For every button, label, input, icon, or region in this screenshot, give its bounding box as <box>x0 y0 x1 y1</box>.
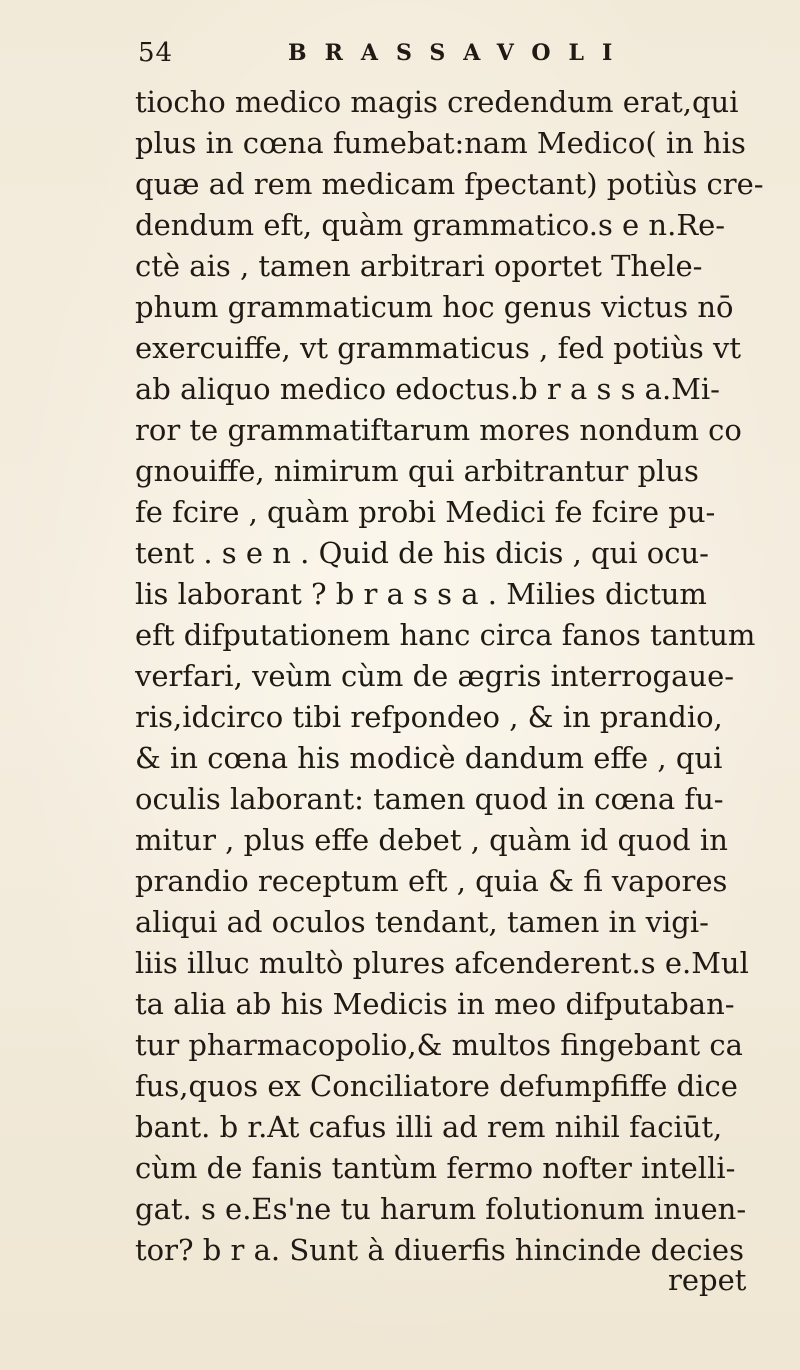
text-line: tiocho medico magis credendum erat,qui <box>135 85 739 119</box>
text-line: fe fcire , quàm probi Medici fe fcire pu- <box>135 495 716 529</box>
text-line: verfari, veùm cùm de ægris interrogaue- <box>135 659 735 693</box>
body-text <box>135 82 783 1271</box>
text-line: mitur , plus effe debet , quàm id quod in <box>135 823 728 857</box>
text-line: tur pharmacopolio,& multos fingebant ca <box>135 1028 743 1062</box>
text-line: lis laborant ? b r a s s a . Milies dictum <box>135 577 707 611</box>
text-line: bant. b r.At cafus illi ad rem nihil faciūt, <box>135 1110 723 1144</box>
text-line: phum grammaticum hoc genus victus nō <box>135 290 734 324</box>
text-line: ris,idcirco tibi refpondeo , & in prandio, <box>135 700 723 734</box>
text-line: tent . s e n . Quid de his dicis , qui ocu- <box>135 536 709 570</box>
text-line: & in cœna his modicè dandum effe , qui <box>135 741 723 775</box>
text-line: cùm de fanis tantùm fermo nofter intelli- <box>135 1151 736 1185</box>
text-line: gat. s e.Es'ne tu harum folutionum inuen- <box>135 1192 747 1226</box>
text-line: fus,quos ex Conciliatore defumpfiffe dice <box>135 1069 738 1103</box>
text-line: ror te grammatiftarum mores nondum co <box>135 413 742 447</box>
text-line: plus in cœna fumebat:nam Medico( in his <box>135 126 746 160</box>
page-number: 54 <box>138 38 174 68</box>
text-line: ab aliquo medico edoctus.b r a s s a.Mi- <box>135 372 720 406</box>
text-line: prandio receptum eft , quia & fi vapores <box>135 864 728 898</box>
running-head: BRASSAVOLI <box>288 40 631 66</box>
text-line: dendum eft, quàm grammatico.s e n.Re- <box>135 208 726 242</box>
text-line: eft difputationem hanc circa fanos tantum <box>135 618 756 652</box>
text-line: ta alia ab his Medicis in meo difputaban- <box>135 987 735 1021</box>
text-line: tor? b r a. Sunt à diuerfis hincinde decies <box>135 1233 744 1267</box>
text-line: gnouiffe, nimirum qui arbitrantur plus <box>135 454 699 488</box>
catchword: repet <box>668 1263 747 1297</box>
text-line: exercuiffe, vt grammaticus , fed potiùs vt <box>135 331 742 365</box>
text-line: oculis laborant: tamen quod in cœna fu- <box>135 782 724 816</box>
text-line: quæ ad rem medicam fpectant) potiùs cre- <box>135 167 764 201</box>
text-line: ctè ais , tamen arbitrari oportet Thele- <box>135 249 703 283</box>
text-line: liis illuc multò plures afcenderent.s e.Mul <box>135 946 749 980</box>
page-header <box>138 38 778 78</box>
text-line: aliqui ad oculos tendant, tamen in vigi- <box>135 905 709 939</box>
